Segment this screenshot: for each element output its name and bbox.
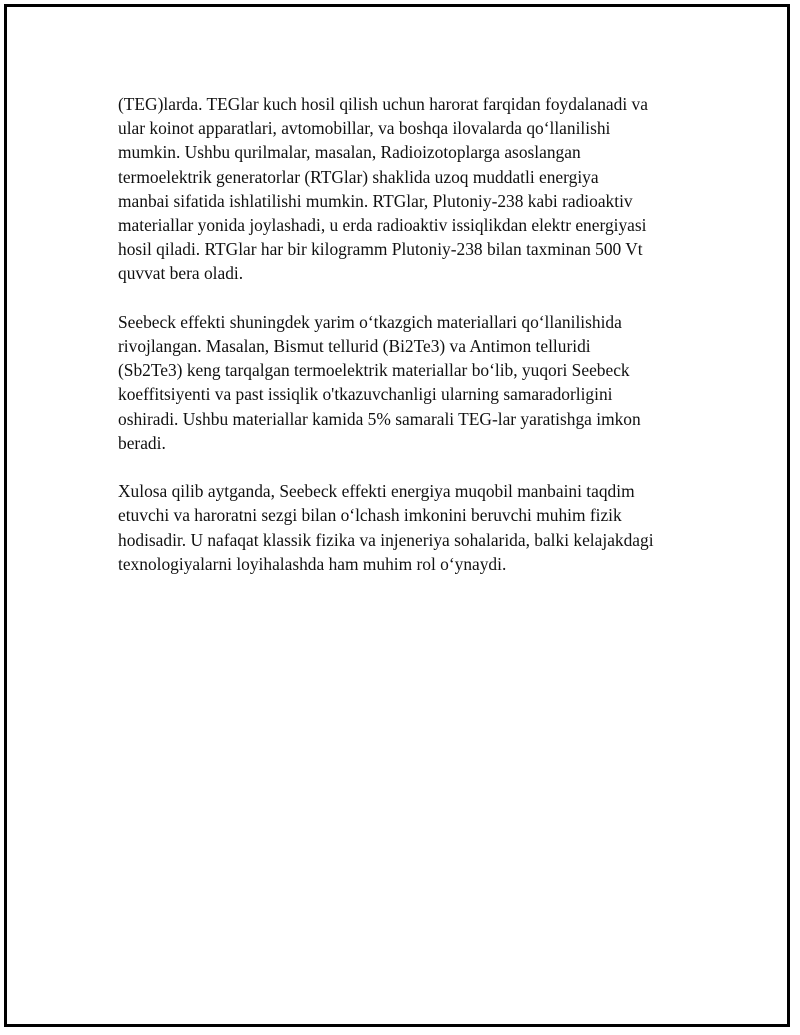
text-line: Seebeck effekti shuningdek yarim o‘tkazgich materiallari qo‘llanilishida xyxy=(118,311,622,332)
text-line: ular koinot apparatlari, avtomobillar, va boshqa ilovalarda qo‘llanilishi xyxy=(118,118,611,139)
text-line: Xulosa qilib aytganda, Seebeck effekti energiya muqobil manbaini taqdim xyxy=(118,481,635,502)
text-line: oshiradi. Ushbu materiallar kamida 5% samarali TEG-lar yaratishga imkon xyxy=(118,408,641,429)
text-line: (TEG)larda. TEGlar kuch hosil qilish uchun harorat farqidan foydalanadi va xyxy=(118,94,648,114)
paragraph-conclusion xyxy=(118,479,698,576)
paragraph-semiconductors xyxy=(118,310,698,455)
text-line: rivojlangan. Masalan, Bismut tellurid (Bi2Te3) va Antimon telluridi xyxy=(118,336,591,357)
document-body xyxy=(118,92,698,600)
text-line: texnologiyalarni loyihalashda ham muhim rol o‘ynaydi. xyxy=(118,553,507,574)
text-line: etuvchi va haroratni sezgi bilan o‘lchash imkonini beruvchi muhim fizik xyxy=(118,505,622,526)
text-line: hosil qiladi. RTGlar har bir kilogramm Plutoniy-238 bilan taxminan 500 Vt xyxy=(118,239,643,260)
text-line: mumkin. Ushbu qurilmalar, masalan, Radioizotoplarga asoslangan xyxy=(118,142,581,163)
text-line: quvvat bera oladi. xyxy=(118,263,244,284)
text-line: beradi. xyxy=(118,432,166,453)
text-line: termoelektrik generatorlar (RTGlar) shaklida uzoq muddatli energiya xyxy=(118,166,599,187)
paragraph-teg-rtg xyxy=(118,92,698,286)
text-line: materiallar yonida joylashadi, u erda radioaktiv issiqlikdan elektr energiyasi xyxy=(118,215,647,236)
text-line: manbai sifatida ishlatilishi mumkin. RTGlar, Plutoniy-238 kabi radioaktiv xyxy=(118,190,633,211)
text-line: hodisadir. U nafaqat klassik fizika va injeneriya sohalarida, balki kelajakdagi xyxy=(118,529,654,550)
text-line: (Sb2Te3) keng tarqalgan termoelektrik materiallar bo‘lib, yuqori Seebeck xyxy=(118,360,630,381)
text-line: koeffitsiyenti va past issiqlik o'tkazuvchanligi ularning samaradorligini xyxy=(118,384,613,405)
